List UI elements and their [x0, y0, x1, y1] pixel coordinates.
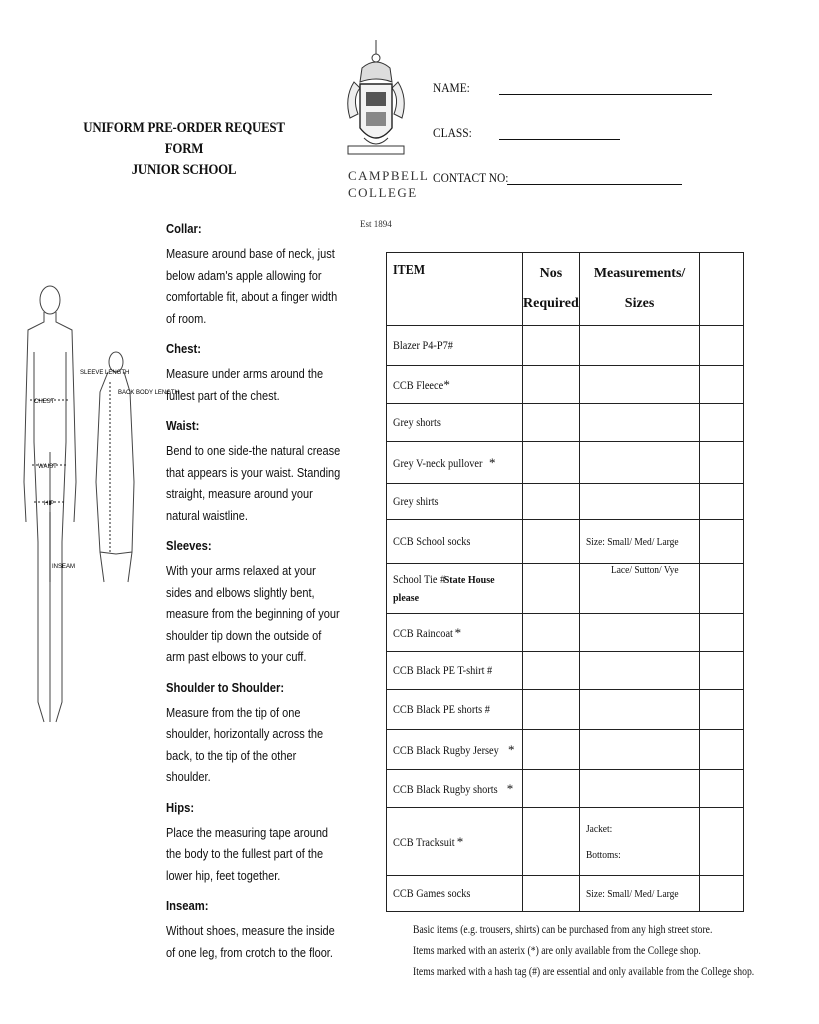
guide-heading: Hips: — [166, 800, 195, 815]
extra-cell[interactable] — [700, 326, 744, 366]
measurement-guide — [166, 222, 350, 976]
item-note: State House please — [393, 574, 495, 604]
extra-cell[interactable] — [700, 564, 744, 614]
table-row — [387, 876, 744, 912]
measurements-column-header — [579, 253, 700, 326]
nos-required-cell[interactable] — [523, 326, 580, 366]
table-row — [387, 690, 744, 730]
measurements-cell[interactable] — [579, 442, 700, 484]
contact-field-label — [433, 170, 519, 186]
measurement-figure-illustration — [20, 282, 179, 782]
nos-column-header — [523, 253, 580, 326]
table-row — [387, 366, 744, 404]
table-row — [387, 730, 744, 770]
measurements-cell[interactable] — [579, 808, 700, 876]
form-title-line1: UNIFORM PRE-ORDER REQUEST FORM — [83, 120, 285, 157]
item-cell — [387, 520, 523, 564]
item-name: CCB Fleece — [393, 377, 444, 392]
uniform-table-body — [387, 326, 744, 912]
size-options: Lace/ Sutton/ Vye — [610, 564, 679, 576]
extra-cell[interactable] — [700, 808, 744, 876]
nos-header-line2: Required — [523, 296, 579, 311]
nos-required-cell[interactable] — [523, 730, 580, 770]
waist-fig-label: WAIST — [38, 464, 57, 470]
measurements-cell[interactable] — [579, 326, 700, 366]
guide-text: Measure under arms around the fullest part of the chest. — [166, 367, 324, 403]
nos-required-cell[interactable] — [523, 442, 580, 484]
nos-required-cell[interactable] — [523, 484, 580, 520]
class-label: CLASS: — [433, 125, 472, 140]
extra-cell[interactable] — [700, 520, 744, 564]
nos-required-cell[interactable] — [523, 652, 580, 690]
nos-required-cell[interactable] — [523, 876, 580, 912]
measurements-cell[interactable] — [579, 652, 700, 690]
item-name: CCB School socks — [393, 534, 471, 548]
table-row — [387, 564, 744, 614]
item-name: Grey V-neck pullover — [393, 455, 483, 470]
guide-heading: Sleeves: — [166, 539, 212, 553]
table-row — [387, 808, 744, 876]
uniform-order-table — [386, 252, 744, 912]
table-row — [387, 614, 744, 652]
guide-heading: Chest: — [166, 342, 202, 356]
item-name: CCB Black PE shorts # — [393, 702, 490, 716]
item-name: CCB Games socks — [393, 886, 471, 900]
contact-label: CONTACT NO: — [433, 170, 509, 185]
item-name: CCB Tracksuit — [393, 834, 455, 849]
guide-text: Without shoes, measure the inside of one leg, from crotch to the floor. — [166, 924, 335, 960]
hip-fig-label: HIP — [44, 501, 55, 507]
contact-field-line[interactable] — [507, 184, 682, 185]
extra-cell[interactable] — [700, 442, 744, 484]
nos-required-cell[interactable] — [523, 614, 580, 652]
measurements-cell[interactable] — [579, 730, 700, 770]
measurements-cell[interactable] — [579, 520, 700, 564]
guide-heading: Waist: — [166, 419, 200, 433]
size-options: Size: Small/ Med/ Large — [585, 535, 679, 548]
item-cell — [387, 730, 523, 770]
back-fig-label: BACK BODY LENGTH — [118, 390, 179, 396]
size-options: Size: Small/ Med/ Large — [585, 887, 679, 900]
item-name: CCB Black Rugby Jersey — [393, 742, 499, 757]
table-row — [387, 770, 744, 808]
measurements-cell[interactable] — [579, 690, 700, 730]
school-name-line1: CAMPBELL — [348, 168, 430, 183]
item-header-text: ITEM — [393, 263, 426, 278]
item-name: CCB Black PE T-shirt # — [393, 663, 493, 677]
asterisk-marker: * — [443, 376, 450, 392]
item-cell — [387, 366, 523, 404]
note-line-2: Items marked with an asterix (*) are only available from the College shop. — [413, 945, 701, 957]
note-line-3: Items marked with a hash tag (#) are essential and only available from the College shop. — [413, 966, 755, 978]
measurements-cell[interactable] — [579, 564, 700, 614]
nos-required-cell[interactable] — [523, 690, 580, 730]
name-field-line[interactable] — [499, 94, 712, 95]
extra-cell[interactable] — [700, 484, 744, 520]
extra-cell[interactable] — [700, 652, 744, 690]
guide-text: Place the measuring tape around the body to the fullest part of the lower hip, feet together. — [166, 825, 329, 883]
item-name: CCB Raincoat — [393, 625, 453, 640]
nos-required-cell[interactable] — [523, 404, 580, 442]
item-name: CCB Black Rugby shorts — [393, 781, 498, 796]
extra-cell[interactable] — [700, 770, 744, 808]
item-cell — [387, 614, 523, 652]
extra-column-header — [700, 253, 744, 326]
asterisk-marker: * — [508, 741, 515, 757]
asterisk-marker: * — [456, 833, 464, 849]
item-name: School Tie # — [393, 571, 446, 586]
school-name — [348, 167, 430, 201]
chest-fig-label: CHEST — [34, 399, 55, 405]
item-name: Grey shorts — [393, 415, 441, 429]
item-cell — [387, 690, 523, 730]
name-field-label — [433, 80, 475, 96]
nos-header-line1: Nos — [539, 266, 563, 281]
nos-required-cell[interactable] — [523, 366, 580, 404]
item-cell — [387, 484, 523, 520]
measurements-cell[interactable] — [579, 770, 700, 808]
guide-heading: Collar: — [166, 222, 202, 236]
item-cell — [387, 442, 523, 484]
meas-header-line2: Sizes — [624, 296, 655, 311]
item-cell — [387, 404, 523, 442]
table-row — [387, 520, 744, 564]
asterisk-marker: * — [454, 624, 462, 640]
form-title-line2: JUNIOR SCHOOL — [131, 162, 237, 178]
asterisk-marker: * — [506, 780, 514, 796]
item-column-header — [387, 253, 523, 326]
inseam-fig-label: INSEAM — [52, 564, 76, 570]
item-cell — [387, 326, 523, 366]
guide-text: Bend to one side-the natural crease that appears is your waist. Standing straight, measure around your natural waistline. — [166, 444, 341, 523]
item-cell — [387, 564, 523, 614]
size-options-line2: Bottoms: — [585, 848, 621, 861]
guide-text: With your arms relaxed at your sides and elbows slightly bent, measure from the beginning of your shoulder tip down the outside of arm past elbows to your cuff. — [166, 564, 340, 664]
meas-header-line1: Measurements/ — [593, 266, 686, 281]
form-title — [60, 118, 308, 181]
size-options: Jacket: — [585, 822, 613, 835]
extra-cell[interactable] — [700, 366, 744, 404]
notes — [413, 920, 819, 983]
measurements-cell[interactable] — [579, 614, 700, 652]
nos-required-cell[interactable] — [523, 564, 580, 614]
guide-heading: Shoulder to Shoulder: — [166, 680, 285, 695]
guide-heading: Inseam: — [166, 899, 209, 913]
note-line-1: Basic items (e.g. trousers, shirts) can be purchased from any high street store. — [413, 924, 713, 936]
class-field-line[interactable] — [499, 139, 620, 140]
asterisk-marker: * — [488, 454, 496, 470]
measurements-cell[interactable] — [579, 876, 700, 912]
item-cell — [387, 770, 523, 808]
measurements-cell[interactable] — [579, 366, 700, 404]
table-row — [387, 326, 744, 366]
sleeve-fig-label: SLEEVE LENGTH — [80, 370, 130, 376]
table-row — [387, 404, 744, 442]
measurements-cell[interactable] — [579, 484, 700, 520]
guide-text: Measure around base of neck, just below adam's apple allowing for comfortable fit, about a finger width of room. — [166, 247, 338, 326]
extra-cell[interactable] — [700, 730, 744, 770]
nos-required-cell[interactable] — [523, 520, 580, 564]
item-cell — [387, 652, 523, 690]
extra-cell[interactable] — [700, 690, 744, 730]
table-row — [387, 442, 744, 484]
nos-required-cell[interactable] — [523, 808, 580, 876]
extra-cell[interactable] — [700, 614, 744, 652]
item-name: Blazer P4-P7# — [393, 338, 453, 352]
guide-text: Measure from the tip of one shoulder, horizontally across the back, to the tip of the other shoulder. — [166, 705, 324, 784]
nos-required-cell[interactable] — [523, 770, 580, 808]
table-row — [387, 652, 744, 690]
extra-cell[interactable] — [700, 404, 744, 442]
item-name: Grey shirts — [393, 494, 439, 508]
item-cell — [387, 876, 523, 912]
measurements-cell[interactable] — [579, 404, 700, 442]
name-label: NAME: — [433, 80, 470, 95]
school-name-line2: COLLEGE — [348, 185, 418, 200]
item-cell — [387, 808, 523, 876]
established-year: Est 1894 — [360, 219, 392, 229]
class-field-label — [433, 125, 477, 141]
extra-cell[interactable] — [700, 876, 744, 912]
table-row — [387, 484, 744, 520]
